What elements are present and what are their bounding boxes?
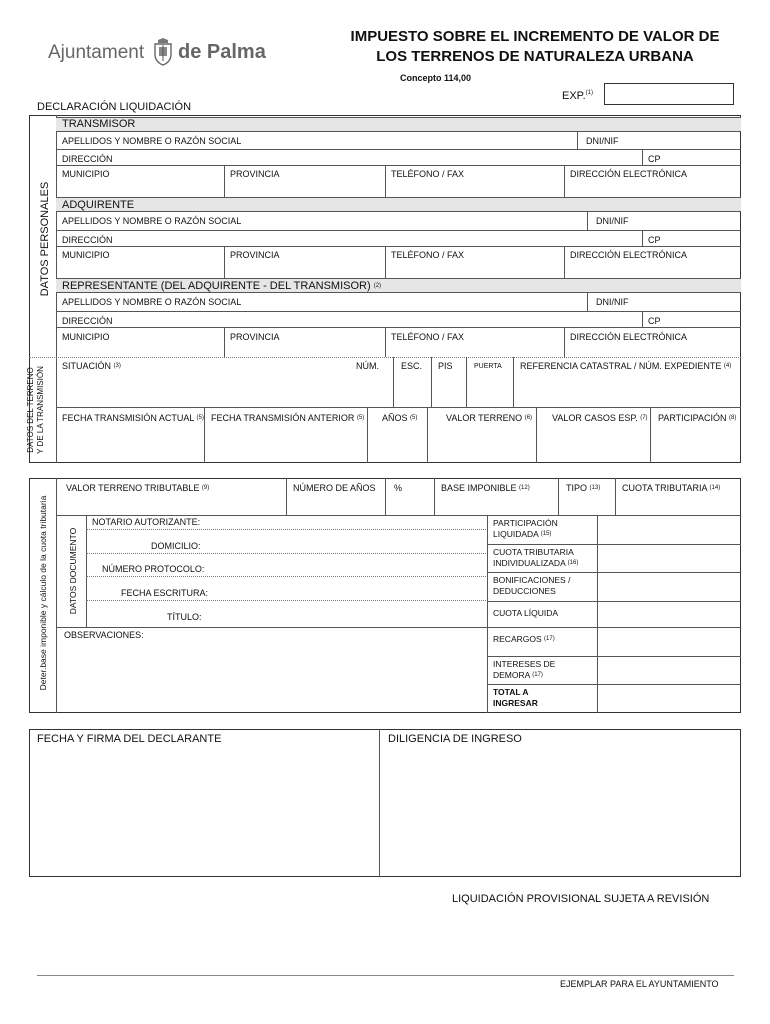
- valor-casos-label: [552, 413, 648, 424]
- representante-title: REPRESENTANTE (DEL ADQUIRENTE - DEL TRANSMISOR): [62, 280, 371, 292]
- ref-catastral-label: [520, 361, 731, 372]
- resumen-label-line1: CUOTA TRIBUTARIA: [493, 547, 574, 557]
- representante-footnote: (2): [373, 283, 382, 289]
- resumen-value-field[interactable]: [598, 628, 740, 655]
- side-label-base-imponible: Deter.base imponible y cálculo de la cuota tributaria: [38, 495, 48, 691]
- num-label: NÚM.: [356, 361, 379, 371]
- liquidacion-provisional-label: LIQUIDACIÓN PROVISIONAL SUJETA A REVISIÓN: [452, 893, 710, 905]
- participacion-label: [658, 413, 736, 424]
- anos-footnote: (5): [410, 415, 418, 421]
- resumen-value-field[interactable]: [598, 573, 740, 600]
- adquirente-apellidos-label: APELLIDOS Y NOMBRE O RAZÓN SOCIAL: [62, 216, 242, 226]
- fecha-actual-label: [62, 413, 204, 424]
- side-label-terreno-line1: DATOS DEL TERRENO: [26, 367, 35, 453]
- fecha-actual-text: FECHA TRANSMISIÓN ACTUAL: [62, 413, 195, 423]
- resumen-value-field[interactable]: [598, 602, 740, 626]
- exp-label: [562, 90, 593, 102]
- valor-tributable-footnote: (9): [201, 485, 210, 491]
- transmisor-cp-label: CP: [648, 154, 661, 164]
- resumen-label-line1: PARTICIPACIÓN: [493, 518, 558, 528]
- resumen-footnote: (15): [540, 531, 552, 537]
- transmisor-dni-label: DNI/NIF: [586, 136, 619, 146]
- valor-terreno-label: [446, 413, 532, 424]
- resumen-footnote: (17): [532, 672, 543, 678]
- side-label-terreno-line2: Y DE LA TRANSMISIÓN: [36, 366, 45, 454]
- domicilio-label: DOMICILIO:: [151, 541, 201, 551]
- resumen-label-line1: TOTAL A: [493, 687, 529, 697]
- resumen-label: [493, 634, 555, 645]
- adquirente-email-label: DIRECCIÓN ELECTRÓNICA: [570, 250, 688, 260]
- tipo-text: TIPO: [566, 483, 588, 493]
- adquirente-direccion-label: DIRECCIÓN: [62, 235, 113, 245]
- logo-text-ajuntament: Ajuntament: [48, 42, 145, 63]
- resumen-label: [493, 608, 558, 619]
- representante-provincia-label: PROVINCIA: [230, 332, 280, 342]
- exp-label-text: EXP.: [562, 90, 586, 102]
- adquirente-cp-label: CP: [648, 235, 661, 245]
- fecha-actual-footnote: (5): [196, 415, 204, 421]
- resumen-label-line2: LIQUIDADA: [493, 529, 539, 539]
- situacion-text: SITUACIÓN: [62, 361, 112, 371]
- representante-telefono-label: TELÉFONO / FAX: [391, 332, 465, 342]
- valor-casos-text: VALOR CASOS ESP.: [552, 413, 638, 423]
- tipo-footnote: (13): [589, 485, 601, 491]
- fecha-escritura-label: FECHA ESCRITURA:: [121, 588, 209, 598]
- diligencia-label: DILIGENCIA DE INGRESO: [388, 733, 522, 745]
- doc-title: DECLARACIÓN LIQUIDACIÓN: [37, 101, 192, 113]
- transmisor-apellidos-label: APELLIDOS Y NOMBRE O RAZÓN SOCIAL: [62, 136, 242, 146]
- valor-tributable-label: [66, 483, 209, 494]
- logo: [48, 40, 268, 68]
- resumen-label-line2: DEMORA: [493, 670, 530, 680]
- esc-label: ESC.: [401, 361, 423, 371]
- cuota-tributaria-text: CUOTA TRIBUTARIA: [622, 483, 708, 493]
- side-label-datos-personales: DATOS PERSONALES: [39, 181, 51, 297]
- puerta-label: PUERTA: [474, 363, 502, 370]
- anos-text: AÑOS: [382, 413, 408, 423]
- ref-catastral-text: REFERENCIA CATASTRAL / NÚM. EXPEDIENTE: [520, 361, 722, 371]
- transmisor-direccion-label: DIRECCIÓN: [62, 154, 113, 164]
- porcentaje-label: %: [394, 483, 403, 493]
- section-adquirente: ADQUIRENTE: [62, 199, 135, 211]
- tipo-label: [566, 483, 600, 494]
- pis-label: PIS: [438, 361, 453, 371]
- resumen-label: [493, 687, 538, 709]
- resumen-value-field[interactable]: [598, 516, 740, 543]
- notario-label: NOTARIO AUTORIZANTE:: [92, 517, 201, 527]
- side-label-datos-terreno: [26, 360, 46, 460]
- resumen-value-field[interactable]: [598, 657, 740, 683]
- base-imponible-text: BASE IMPONIBLE: [441, 483, 517, 493]
- adquirente-provincia-label: PROVINCIA: [230, 250, 280, 260]
- representante-email-label: DIRECCIÓN ELECTRÓNICA: [570, 332, 688, 342]
- resumen-label-line1: INTERESES DE: [493, 659, 556, 669]
- participacion-text: PARTICIPACIÓN: [658, 413, 727, 423]
- cuota-tributaria-footnote: (14): [709, 485, 721, 491]
- form-title-line1: IMPUESTO SOBRE EL INCREMENTO DE VALOR DE: [350, 28, 720, 45]
- exp-field[interactable]: [604, 83, 734, 105]
- valor-terreno-text: VALOR TERRENO: [446, 413, 523, 423]
- transmisor-telefono-label: TELÉFONO / FAX: [391, 169, 465, 179]
- resumen-label-line1: RECARGOS: [493, 634, 542, 644]
- ref-catastral-footnote: (4): [723, 363, 732, 369]
- resumen-label-line1: BONIFICACIONES /: [493, 575, 571, 585]
- resumen-footnote: (16): [567, 560, 579, 566]
- observaciones-label: OBSERVACIONES:: [64, 630, 144, 640]
- representante-dni-label: DNI/NIF: [596, 297, 629, 307]
- resumen-label-line2: INGRESAR: [493, 698, 538, 708]
- coat-of-arms-icon: [152, 38, 174, 66]
- representante-municipio-label: MUNICIPIO: [62, 332, 110, 342]
- anos-label: [382, 413, 417, 424]
- resumen-label-line1: CUOTA LÍQUIDA: [493, 608, 559, 618]
- numero-anos-label: NÚMERO DE AÑOS: [293, 483, 376, 493]
- section-transmisor: TRANSMISOR: [62, 118, 136, 130]
- resumen-value-field[interactable]: [598, 545, 740, 571]
- adquirente-municipio-label: MUNICIPIO: [62, 250, 110, 260]
- situacion-footnote: (3): [113, 363, 121, 369]
- representante-apellidos-label: APELLIDOS Y NOMBRE O RAZÓN SOCIAL: [62, 297, 242, 307]
- fecha-anterior-label: [211, 413, 364, 424]
- resumen-footnote: (17): [544, 636, 555, 642]
- fecha-anterior-text: FECHA TRANSMISIÓN ANTERIOR: [211, 413, 355, 423]
- participacion-footnote: (8): [729, 415, 737, 421]
- section-representante: [62, 280, 381, 293]
- valor-casos-footnote: (7): [640, 415, 648, 421]
- titulo-label: TÍTULO:: [167, 612, 202, 622]
- resumen-label: [493, 659, 555, 681]
- base-imponible-footnote: (12): [519, 485, 530, 491]
- side-label-datos-documento: DATOS DOCUMENTO: [68, 527, 78, 615]
- adquirente-dni-label: DNI/NIF: [596, 216, 629, 226]
- resumen-value-field[interactable]: [598, 685, 740, 712]
- resumen-label-line2: DEDUCCIONES: [493, 586, 556, 596]
- base-imponible-label: [441, 483, 530, 494]
- transmisor-email-label: DIRECCIÓN ELECTRÓNICA: [570, 169, 688, 179]
- transmisor-provincia-label: PROVINCIA: [230, 169, 280, 179]
- cuota-tributaria-label: [622, 483, 720, 494]
- representante-direccion-label: DIRECCIÓN: [62, 316, 113, 326]
- form-title: [320, 27, 750, 67]
- fecha-firma-label: FECHA Y FIRMA DEL DECLARANTE: [37, 733, 222, 745]
- exp-footnote: (1): [585, 90, 593, 96]
- form-title-line2: LOS TERRENOS DE NATURALEZA URBANA: [376, 48, 694, 65]
- resumen-label: [493, 518, 558, 540]
- transmisor-municipio-label: MUNICIPIO: [62, 169, 110, 179]
- ejemplar-label: EJEMPLAR PARA EL AYUNTAMIENTO: [560, 979, 719, 989]
- resumen-label: [493, 575, 570, 597]
- valor-terreno-footnote: (6): [524, 415, 533, 421]
- adquirente-telefono-label: TELÉFONO / FAX: [391, 250, 465, 260]
- concepto-label: Concepto 114,00: [400, 73, 472, 83]
- resumen-label-line2: INDIVIDUALIZADA: [493, 558, 566, 568]
- resumen-label: [493, 547, 578, 569]
- valor-tributable-text: VALOR TERRENO TRIBUTABLE: [66, 483, 200, 493]
- fecha-anterior-footnote: (5): [356, 415, 365, 421]
- firma-section: [29, 729, 741, 877]
- protocolo-label: NÚMERO PROTOCOLO:: [102, 564, 205, 574]
- representante-cp-label: CP: [648, 316, 661, 326]
- situacion-label: [62, 361, 121, 372]
- logo-text-palma: de Palma: [178, 41, 266, 63]
